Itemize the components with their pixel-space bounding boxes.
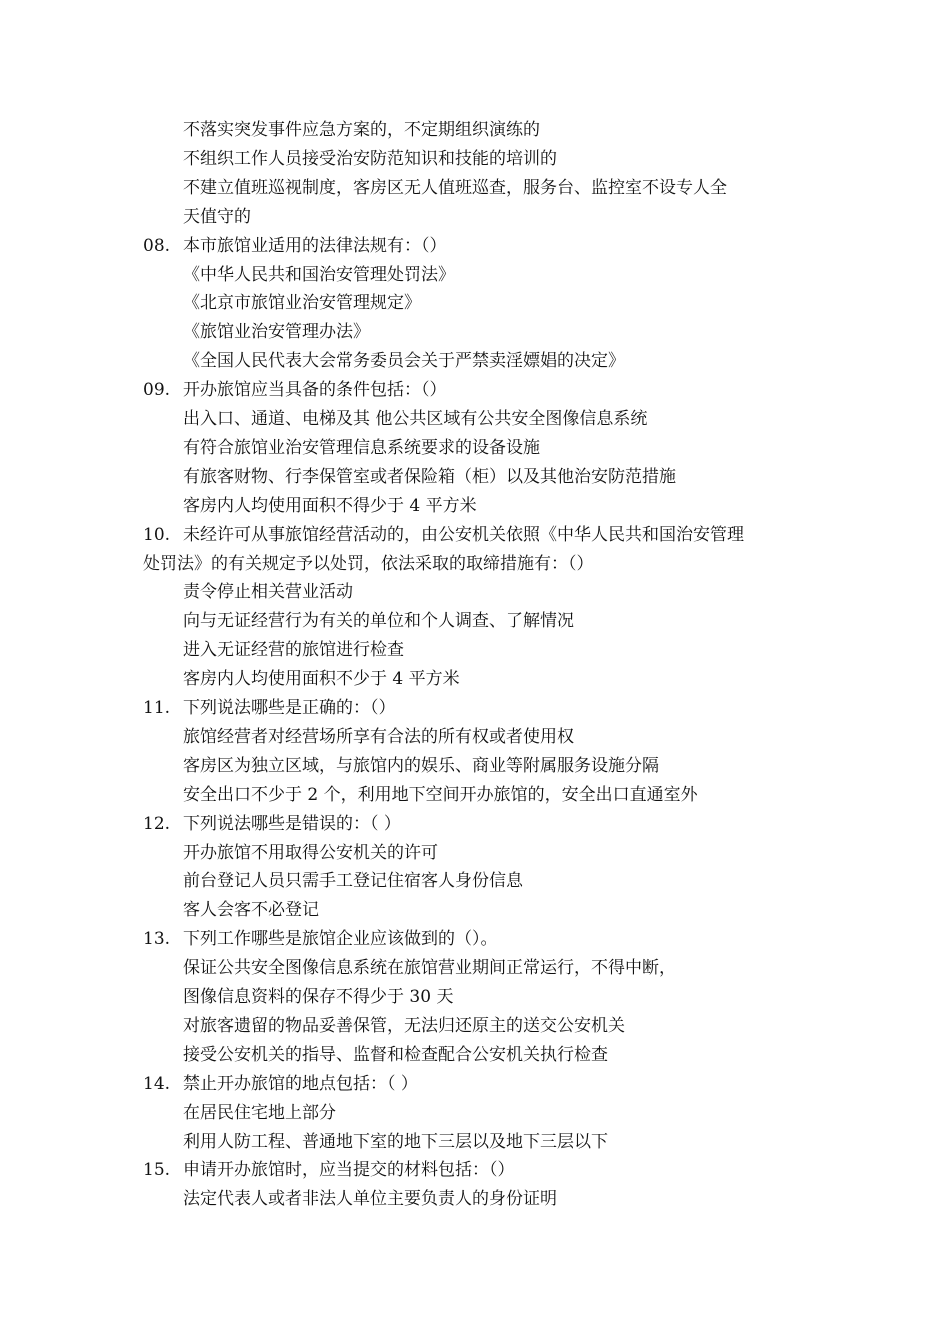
question-text: 未经许可从事旅馆经营活动的，由公安机关依照《中华人民共和国治安管理: [183, 524, 744, 545]
option-line: 责令停止相关营业活动: [183, 582, 353, 603]
option-line: 开办旅馆不用取得公安机关的许可: [183, 842, 438, 863]
option-line: 客房内人均使用面积不得少于 4 平方米: [183, 495, 477, 516]
question-text: 开办旅馆应当具备的条件包括：（）: [183, 380, 447, 401]
question-line: [143, 698, 396, 718]
option-line: 不组织工作人员接受治安防范知识和技能的培训的: [183, 148, 557, 169]
question-number: 14.: [143, 1073, 171, 1094]
question-text: 禁止开办旅馆的地点包括：（ ）: [183, 1073, 418, 1094]
option-line: 不建立值班巡视制度，客房区无人值班巡查，服务台、监控室不设专人全: [183, 177, 727, 198]
option-line: 客房区为独立区域，与旅馆内的娱乐、商业等附属服务设施分隔: [183, 755, 659, 776]
question-number: 08.: [143, 235, 171, 256]
question-number: 11.: [143, 698, 171, 718]
question-continuation: 处罚法》的有关规定予以处罚，依法采取的取缔措施有：（）: [143, 553, 594, 574]
option-line: 进入无证经营的旅馆进行检查: [183, 640, 404, 661]
question-number: 13.: [143, 929, 171, 950]
option-line: 安全出口不少于 2 个，利用地下空间开办旅馆的，安全出口直通室外: [183, 784, 698, 805]
option-line: 出入口、通道、电梯及其 他公共区域有公共安全图像信息系统: [183, 409, 648, 429]
question-line: [143, 236, 447, 256]
option-line: 法定代表人或者非法人单位主要负责人的身份证明: [183, 1189, 557, 1210]
option-line: 有符合旅馆业治安管理信息系统要求的设备设施: [183, 437, 540, 458]
question-line: [143, 929, 498, 949]
option-line: 客房内人均使用面积不少于 4 平方米: [183, 669, 460, 690]
option-line: 《北京市旅馆业治安管理规定》: [183, 293, 421, 314]
option-line: 《中华人民共和国治安管理处罚法》: [183, 264, 455, 285]
option-line: 保证公共安全图像信息系统在旅馆营业期间正常运行，不得中断，: [183, 958, 676, 979]
question-text: 下列工作哪些是旅馆企业应该做到的（）。: [183, 929, 498, 950]
question-line: [143, 1074, 418, 1094]
question-text: 下列说法哪些是正确的：（）: [183, 698, 396, 718]
option-line: 有旅客财物、行李保管室或者保险箱（柜）以及其他治安防范措施: [183, 466, 676, 487]
question-text: 下列说法哪些是错误的：（ ）: [183, 813, 401, 834]
option-line: 接受公安机关的指导、监督和检查配合公安机关执行检查: [183, 1044, 608, 1065]
option-line: 向与无证经营行为有关的单位和个人调查、了解情况: [183, 611, 574, 632]
question-line: [143, 380, 447, 400]
option-line: 《全国人民代表大会常务委员会关于严禁卖淫嫖娼的决定》: [183, 351, 625, 372]
question-number: 15.: [143, 1160, 171, 1181]
question-line: [143, 1160, 515, 1180]
option-line: 在居民住宅地上部分: [183, 1102, 336, 1123]
option-line: 《旅馆业治安管理办法》: [183, 322, 370, 343]
question-text: 申请开办旅馆时，应当提交的材料包括：（）: [183, 1160, 515, 1181]
question-number: 09.: [143, 380, 171, 401]
option-line: 前台登记人员只需手工登记住宿客人身份信息: [183, 871, 523, 892]
option-line: 旅馆经营者对经营场所享有合法的所有权或者使用权: [183, 726, 574, 747]
question-line: [143, 525, 744, 545]
question-number: 12.: [143, 813, 171, 834]
question-number: 10.: [143, 524, 171, 545]
option-line: 不落实突发事件应急方案的，不定期组织演练的: [183, 120, 540, 140]
option-line: 图像信息资料的保存不得少于 30 天: [183, 987, 454, 1007]
option-line: 对旅客遗留的物品妥善保管，无法归还原主的送交公安机关: [183, 1015, 625, 1036]
option-line: 客人会客不必登记: [183, 900, 319, 921]
question-line: [143, 814, 401, 834]
option-line: 利用人防工程、普通地下室的地下三层以及地下三层以下: [183, 1131, 608, 1152]
question-text: 本市旅馆业适用的法律法规有：（）: [183, 235, 447, 256]
option-line: 天值守的: [183, 206, 251, 227]
